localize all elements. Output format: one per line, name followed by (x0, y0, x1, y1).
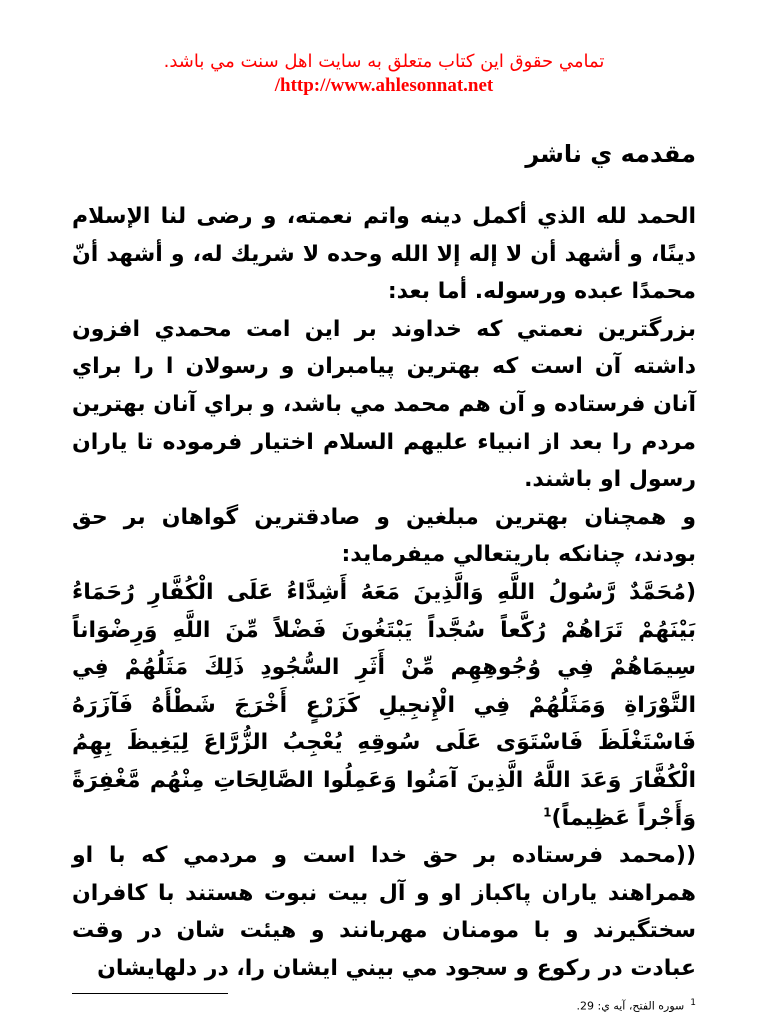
page-header (0, 50, 768, 98)
paragraph-companions: و همچنان بهترين مبلغين و صادقترين گواهان بر حق بودند، چنانكه باريتعالي ميفرمايد: (72, 504, 696, 568)
quran-verse (72, 574, 696, 837)
section-title: مقدمه ي ناشر (525, 140, 696, 168)
footnote-number: 1 (690, 998, 696, 1008)
website-url[interactable]: /http://www.ahlesonnat.net (274, 75, 494, 96)
paragraph-opening: الحمد لله الذي أكمل دينه واتم نعمته، و رضى لنا الإسلام دينًا، و أشهد أن لا إله إلا الله وحده لا شريك له، و أشهد أنّ محمدًا عبده ورسوله. أما بعد: (72, 204, 696, 305)
quran-verse-text: (مُحَمَّدٌ رَّسُولُ اللَّهِ وَالَّذِينَ مَعَهُ أَشِدَّاءُ عَلَى الْكُفَّارِ رُحَمَاءُ بَيْنَهُمْ تَرَاهُمْ رُكَّعاً سُجَّداً يَبْتَغُونَ فَضْلاً مِّنَ اللَّهِ وَرِضْوَاناً سِيمَاهُمْ فِي وُجُوهِهِم مِّنْ أَثَرِ السُّجُودِ ذَلِكَ مَثَلُهُمْ فِي التَّوْرَاةِ وَمَثَلُهُمْ فِي الْإِنجِيلِ كَزَرْعٍ أَخْرَجَ شَطْأَهُ فَآزَرَهُ فَاسْتَغْلَظَ فَاسْتَوَى عَلَى سُوقِهِ يُعْجِبُ الزُّرَّاعَ لِيَغِيظَ بِهِمُ الْكُفَّارَ وَعَدَ اللَّهُ الَّذِينَ آمَنُوا وَعَمِلُوا الصَّالِحَاتِ مِنْهُم مَّغْفِرَةً وَأَجْراً عَظِيماً) (72, 579, 696, 831)
footnote-reference[interactable]: 1 (543, 805, 552, 820)
footnote-divider (72, 993, 228, 994)
paragraph-translation: ((محمد فرستاده بر حق خدا است و مردمي كه با او همراهند ياران پاكباز او و آل بيت نبوت هستند با كافران سختگيرند و با مومنان مهربانند و هيئت شان در وقت عبادت در ركوع و سجود مي بيني ايشان را، در دلهايشان (72, 843, 696, 981)
footnote (72, 998, 696, 1013)
copyright-notice: تمامي حقوق اين كتاب متعلق به سايت اهل سنت مي باشد. (163, 51, 605, 72)
body-text (72, 198, 696, 987)
paragraph-blessing: بزرگترين نعمتي كه خداوند بر اين امت محمدي افزون داشته آن است كه بهترين پيامبران و رسولان ا را براي آنان فرستاده و آن هم محمد مي باشد، و براي آنان بهترين مردم را بعد از انبياء عليهم السلام اختيار فرموده تا ياران رسول او باشند. (72, 316, 696, 493)
footnote-text: سوره الفتح، آيه ي: 29. (576, 999, 685, 1013)
